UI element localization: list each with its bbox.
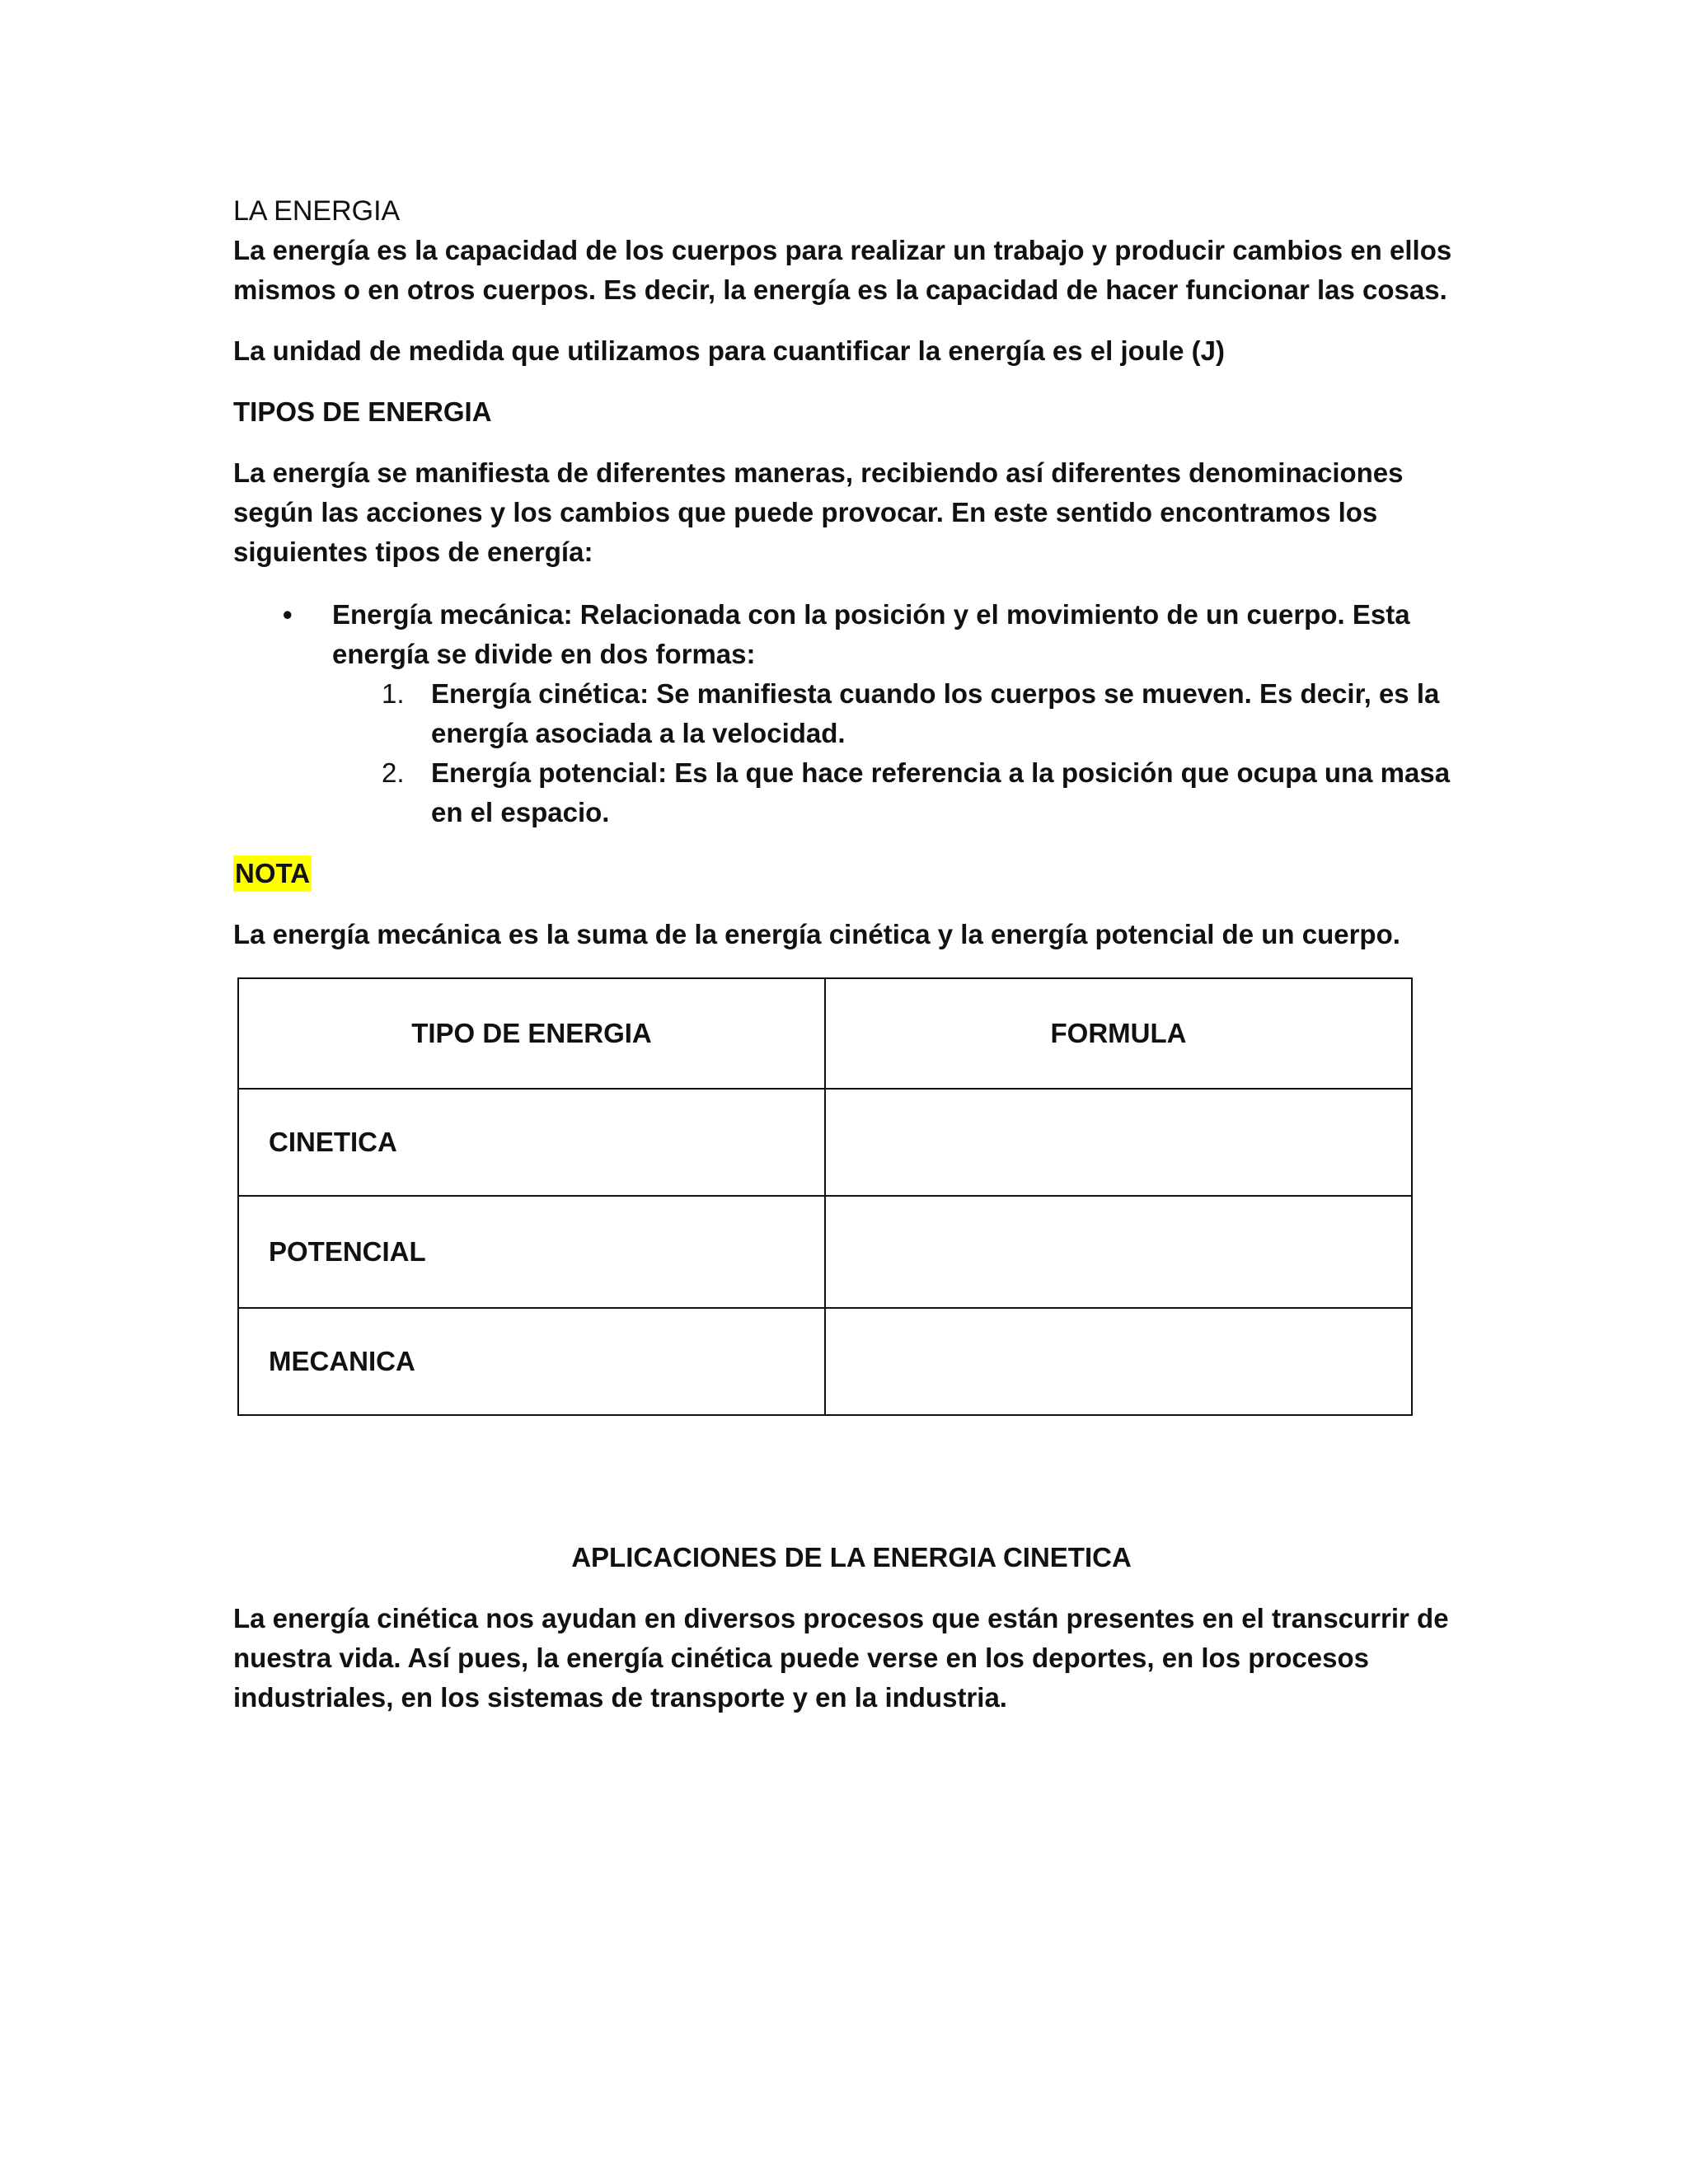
mechanical-sub-list: [332, 674, 1470, 832]
table-row: [238, 1196, 1412, 1308]
list-item-mechanical: [233, 595, 1470, 832]
table-row: [238, 1308, 1412, 1415]
intro-paragraph: La energía es la capacidad de los cuerpos para realizar un trabajo y producir cambios en ellos mismos o en otros cuerpos. Es decir, la energía es la capacidad de hacer funcionar las cosas.: [233, 235, 1452, 305]
document-title: LA ENERGIA: [233, 195, 401, 227]
cell-energy-type: POTENCIAL: [238, 1196, 825, 1308]
energy-formula-table: [237, 977, 1413, 1416]
bullet-icon: •: [283, 599, 293, 630]
header-energy-type: TIPO DE ENERGIA: [238, 978, 825, 1089]
header-formula: FORMULA: [825, 978, 1412, 1089]
table-header-row: [238, 978, 1412, 1089]
types-heading: TIPOS DE ENERGIA: [233, 396, 492, 427]
applications-paragraph: La energía cinética nos ayudan en diversos procesos que están presentes en el transcurrir de nuestra vida. Así pues, la energía cinética puede verse en los deportes, en los procesos industriales, en los sistemas de transporte y en la industria.: [233, 1603, 1449, 1713]
cell-energy-type: MECANICA: [238, 1308, 825, 1415]
cell-formula[interactable]: [825, 1089, 1412, 1196]
energy-types-list: [233, 595, 1470, 832]
cell-formula[interactable]: [825, 1308, 1412, 1415]
list-item-potential: [332, 753, 1470, 832]
document-page: [233, 191, 1470, 1718]
nota-line: [233, 854, 1470, 893]
nota-highlight: NOTA: [233, 855, 312, 892]
list-number: 2.: [382, 757, 405, 788]
potential-energy-text: Energía potencial: Es la que hace referencia a la posición que ocupa una masa en el espacio.: [431, 757, 1451, 827]
types-intro-paragraph: La energía se manifiesta de diferentes maneras, recibiendo así diferentes denominaciones según las acciones y los cambios que puede provocar. En este sentido encontramos los siguientes tipos de energía:: [233, 457, 1404, 567]
kinetic-energy-text: Energía cinética: Se manifiesta cuando los cuerpos se mueven. Es decir, es la energía asociada a la velocidad.: [431, 678, 1440, 748]
applications-heading: APLICACIONES DE LA ENERGIA CINETICA: [571, 1542, 1132, 1572]
unit-paragraph: La unidad de medida que utilizamos para cuantificar la energía es el joule (J): [233, 335, 1225, 366]
cell-energy-type: CINETICA: [238, 1089, 825, 1196]
cell-formula[interactable]: [825, 1196, 1412, 1308]
nota-paragraph: La energía mecánica es la suma de la energía cinética y la energía potencial de un cuerpo.: [233, 919, 1400, 949]
mechanical-energy-text: Energía mecánica: Relacionada con la posición y el movimiento de un cuerpo. Esta energía se divide en dos formas:: [332, 599, 1410, 669]
list-number: 1.: [382, 678, 405, 709]
list-item-kinetic: [332, 674, 1470, 753]
table-row: [238, 1089, 1412, 1196]
